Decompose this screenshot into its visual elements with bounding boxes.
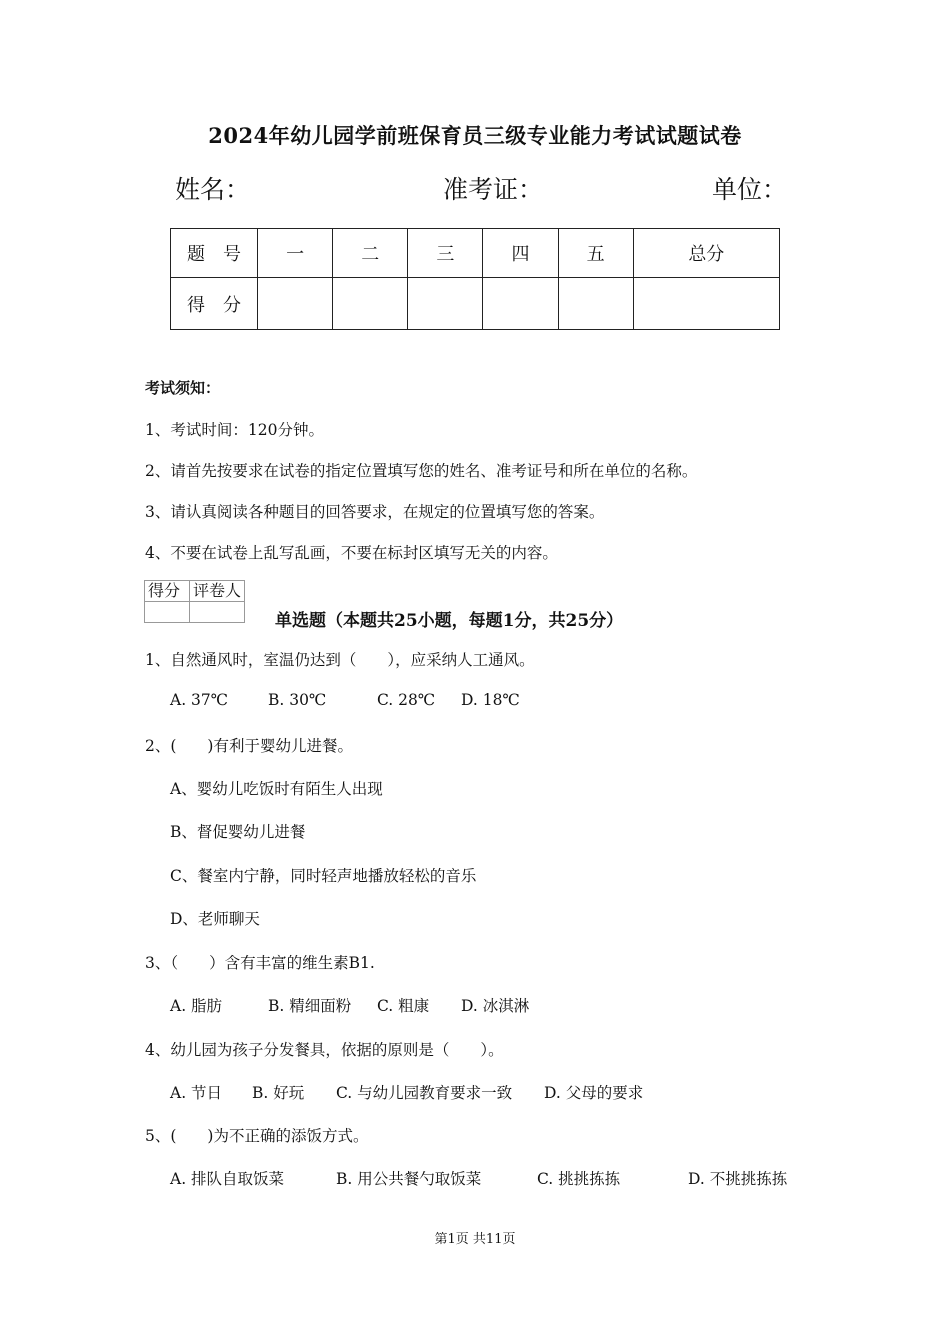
- name-field-label: 姓名：: [175, 175, 251, 204]
- score-table-header-row: [171, 229, 780, 278]
- score-table-score-row: [171, 278, 780, 330]
- option-a: A、婴幼儿吃饭时有陌生人出现: [170, 780, 383, 798]
- exam-number-field-label: 准考证：: [443, 175, 544, 204]
- grader-reviewer-label: 评卷人: [190, 581, 245, 602]
- notice-item: 2、请首先按要求在试卷的指定位置填写您的姓名、准考证号和所在单位的名称。: [145, 462, 698, 480]
- notice-item: 4、不要在试卷上乱写乱画，不要在标封区填写无关的内容。: [145, 544, 558, 562]
- option-d: D. 18℃: [461, 691, 520, 709]
- notice-heading: 考试须知：: [145, 379, 221, 397]
- option-b: B. 好玩: [252, 1084, 305, 1102]
- option-d: D、老师聊天: [170, 910, 260, 928]
- option-b: B. 精细面粉: [268, 997, 352, 1015]
- option-b: B. 30℃: [268, 691, 327, 709]
- page-footer: 第1页 共11页: [434, 1232, 516, 1247]
- score-entry-cell[interactable]: [558, 278, 633, 330]
- score-entry-cell[interactable]: [483, 278, 558, 330]
- grader-box: [144, 580, 245, 623]
- question-stem: 4、幼儿园为孩子分发餐具，依据的原则是（ ）。: [145, 1041, 504, 1059]
- score-table-cell: 一: [258, 229, 333, 278]
- option-a: A. 37℃: [170, 691, 229, 709]
- score-entry-cell[interactable]: [258, 278, 333, 330]
- option-a: A. 排队自取饭菜: [170, 1170, 285, 1188]
- score-row-label: 得 分: [171, 278, 258, 330]
- option-c: C、餐室内宁静，同时轻声地播放轻松的音乐: [170, 867, 477, 885]
- option-d: D. 父母的要求: [544, 1084, 644, 1102]
- score-entry-cell[interactable]: [333, 278, 408, 330]
- score-table-cell: 二: [333, 229, 408, 278]
- score-table-cell: 四: [483, 229, 558, 278]
- grader-score-label: 得分: [145, 581, 190, 602]
- score-table-cell: 五: [558, 229, 633, 278]
- option-c: C. 挑挑拣拣: [537, 1170, 621, 1188]
- score-table: [170, 228, 780, 330]
- notice-item: 1、考试时间：120分钟。: [145, 421, 324, 439]
- question-stem: 1、自然通风时，室温仍达到（ ），应采纳人工通风。: [145, 651, 535, 669]
- score-table-cell: 题 号: [171, 229, 258, 278]
- exam-title: 2024年幼儿园学前班保育员三级专业能力考试试题试卷: [208, 123, 742, 148]
- grader-reviewer-cell[interactable]: [190, 602, 245, 623]
- notice-item: 3、请认真阅读各种题目的回答要求，在规定的位置填写您的答案。: [145, 503, 605, 521]
- option-d: D. 不挑挑拣拣: [688, 1170, 788, 1188]
- option-a: A. 节日: [170, 1084, 223, 1102]
- unit-field-label: 单位：: [712, 175, 788, 204]
- option-d: D. 冰淇淋: [461, 997, 530, 1015]
- option-b: B、督促婴幼儿进餐: [170, 823, 306, 841]
- question-stem: 5、( )为不正确的添饭方式。: [145, 1127, 369, 1145]
- question-stem: 3、（ ）含有丰富的维生素B1.: [145, 954, 375, 972]
- option-a: A. 脂肪: [170, 997, 223, 1015]
- option-c: C. 28℃: [377, 691, 436, 709]
- grader-score-cell[interactable]: [145, 602, 190, 623]
- score-entry-cell[interactable]: [633, 278, 779, 330]
- option-c: C. 与幼儿园教育要求一致: [336, 1084, 513, 1102]
- section-title: 单选题（本题共25小题，每题1分，共25分）: [275, 611, 624, 631]
- score-entry-cell[interactable]: [408, 278, 483, 330]
- score-table-cell: 三: [408, 229, 483, 278]
- option-b: B. 用公共餐勺取饭菜: [336, 1170, 482, 1188]
- score-table-cell: 总分: [633, 229, 779, 278]
- question-stem: 2、( )有利于婴幼儿进餐。: [145, 737, 353, 755]
- option-c: C. 粗康: [377, 997, 430, 1015]
